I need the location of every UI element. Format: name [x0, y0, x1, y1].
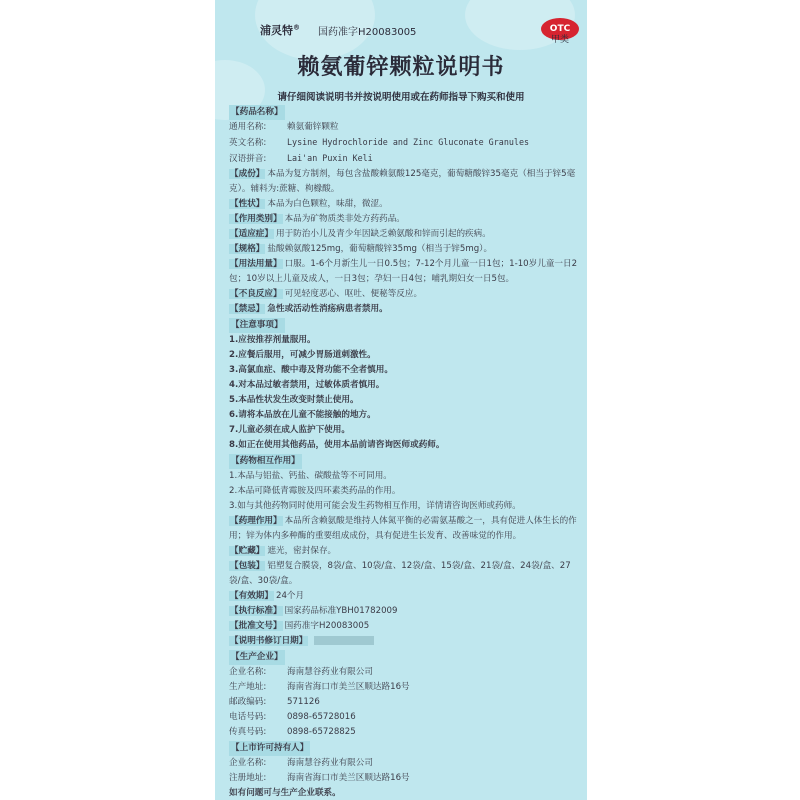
section-heading-holder: 【上市许可持有人】 — [229, 741, 310, 756]
contraindication-section: 【禁忌】 急性或活动性消疡病患者禁用。 — [230, 304, 388, 314]
manufacturer-row: 生产地址: 海南省海口市美兰区顺达路16号 — [229, 682, 410, 692]
holder-row: 注册地址: 海南省海口市美兰区顺达路16号 — [229, 773, 410, 783]
standard-section: 【执行标准】 国家药品标准YBH01782009 — [230, 606, 398, 616]
header-bar — [215, 18, 587, 46]
holder-row: 企业名称: 海南慧谷药业有限公司 — [229, 758, 373, 768]
interaction-item: 3.如与其他药物同时使用可能会发生药物相互作用，详情请咨询医师或药师。 — [229, 501, 521, 511]
category-section: 【作用类别】 本品为矿物质类非处方药药品。 — [230, 214, 405, 224]
section-heading-interactions: 【药物相互作用】 — [229, 454, 302, 469]
generic-name-row: 通用名称: 赖氨葡锌颗粒 — [229, 122, 339, 132]
brand-logo: 浦灵特® — [260, 23, 300, 37]
indication-section: 【适应症】 用于防治小儿及青少年因缺乏赖氨酸和锌而引起的疾病。 — [230, 229, 491, 239]
section-heading-drug-name: 【药品名称】 — [229, 105, 285, 120]
otc-badge: OTC — [541, 18, 579, 40]
precaution-item: 8.如正在使用其他药品，使用本品前请咨询医师或药师。 — [229, 440, 445, 450]
section-heading-manufacturer: 【生产企业】 — [229, 650, 285, 665]
spec-section: 【规格】 盐酸赖氨酸125mg，葡萄糖酸锌35mg（相当于锌5mg）。 — [230, 244, 493, 254]
manufacturer-row: 传真号码: 0898-65728825 — [229, 727, 356, 737]
interaction-item: 1.本品与铝盐、钙盐、碳酸盐等不可同用。 — [229, 471, 392, 481]
manufacturer-row: 邮政编码: 571126 — [229, 697, 320, 707]
precaution-item: 6.请将本品放在儿童不能接触的地方。 — [229, 410, 376, 420]
manufacturer-row: 电话号码: 0898-65728016 — [229, 712, 356, 722]
contact-note: 如有问题可与生产企业联系。 — [229, 788, 341, 798]
revision-section: 【说明书修订日期】 — [229, 634, 581, 649]
pinyin-name-row: 汉语拼音: Lai'an Puxin Keli — [229, 153, 373, 164]
package-section: 【包装】 铝塑复合膜袋，8袋/盒、10袋/盒、12袋/盒、15袋/盒、21袋/盒、24袋/盒、27袋/盒、30袋/盒。 — [229, 561, 571, 586]
instruction-sheet — [215, 0, 587, 800]
precaution-item: 4.对本品过敏者禁用，过敏体质者慎用。 — [229, 380, 385, 390]
sheet-body — [229, 104, 581, 800]
section-heading-precautions: 【注意事项】 — [229, 318, 285, 333]
storage-section: 【贮藏】 遮光，密封保存。 — [230, 546, 337, 556]
precaution-item: 5.本品性状发生改变时禁止使用。 — [229, 395, 359, 405]
page-title: 赖氨葡锌颗粒说明书 — [297, 55, 505, 80]
character-section: 【性状】 本品为白色颗粒，味甜，微涩。 — [230, 199, 388, 209]
interaction-item: 2.本品可降低青霉胺及四环素类药品的作用。 — [229, 486, 401, 496]
approval-section: 【批准文号】 国药准字H20083005 — [230, 621, 370, 631]
validity-section: 【有效期】 24个月 — [230, 591, 305, 601]
composition-section: 【成份】 本品为复方制剂，每包含盐酸赖氨酸125毫克，葡萄糖酸锌35毫克（相当于锌5毫克）。辅料为:蔗糖、枸橼酸。 — [229, 169, 576, 194]
precaution-item: 1.应按推荐剂量服用。 — [229, 335, 316, 345]
adverse-section: 【不良反应】 可见轻度恶心、呕吐、便秘等反应。 — [230, 289, 423, 299]
precaution-item: 3.高氯血症、酸中毒及肾功能不全者慎用。 — [229, 365, 393, 375]
otc-class-label: 甲类 — [551, 35, 570, 45]
usage-section: 【用法用量】 口服。1-6个月新生儿一日0.5包；7-12个月儿童一日1包；1-10岁儿童一日2包；10岁以上儿童及成人，一日3包；孕妇一日4包；哺乳期妇女一日5包。 — [229, 259, 578, 284]
reading-instruction: 请仔细阅读说明书并按说明使用或在药师指导下购买和使用 — [277, 92, 525, 103]
redacted-date — [314, 636, 374, 645]
precaution-item: 2.应餐后服用，可减少胃肠道刺激性。 — [229, 350, 376, 360]
approval-number-top: 国药准字H20083005 — [318, 27, 417, 38]
pharmacology-section: 【药理作用】 本品所含赖氨酸是维持人体氮平衡的必需氨基酸之一，具有促进人体生长的作用；锌为体内多种酶的重要组成成份，具有促进生长发育、改善味觉的作用。 — [229, 516, 577, 541]
manufacturer-row: 企业名称: 海南慧谷药业有限公司 — [229, 667, 373, 677]
precaution-item: 7.儿童必须在成人监护下使用。 — [229, 425, 350, 435]
english-name-row: 英文名称: Lysine Hydrochloride and Zinc Gluconate Granules — [229, 137, 530, 148]
